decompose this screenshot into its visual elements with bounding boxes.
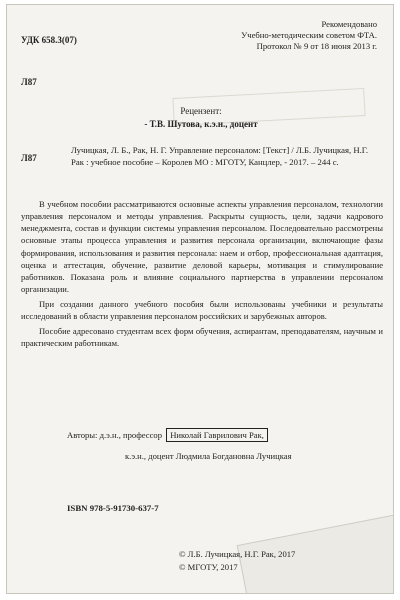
author1-name: Николай Гаврилович Рак, (166, 428, 268, 442)
udk-code: УДК 658.3(07) (21, 35, 77, 45)
authors-line (67, 430, 268, 440)
reviewer-name: - Т.В. Шутова, к.э.н., доцент (144, 119, 258, 129)
copyright-publisher: © МГОТУ, 2017 (179, 562, 238, 572)
recommendation-block (177, 19, 377, 53)
recommendation-line-3: Протокол № 9 от 18 июня 2013 г. (256, 41, 377, 52)
annotation (21, 198, 383, 353)
reviewer-label: Рецензент: (180, 106, 222, 116)
authors-label: Авторы: (67, 430, 98, 440)
title-verso-page (6, 4, 394, 594)
annotation-paragraph-2: При создании данного учебного пособия были использованы учебники и результаты исследований в области управления персоналом российских и зарубежных авторов. (21, 299, 383, 322)
catalog-code: Л87 (21, 153, 37, 163)
recommendation-line-2: Учебно-методическим советом ФТА. (241, 30, 377, 41)
isbn: ISBN 978-5-91730-637-7 (67, 503, 159, 513)
bibliographic-record: Лучицкая, Л. Б., Рак, Н. Г. Управление персоналом: [Текст] / Л.Б. Лучицкая, Н.Г. Рак : учебное пособие – Королев МО : МГОТУ, Канцлер, - 2017. – 244 с. (71, 145, 368, 167)
recommendation-line-1: Рекомендовано (321, 19, 377, 29)
author1-credentials: д.э.н., профессор (99, 430, 163, 440)
annotation-paragraph-3: Пособие адресовано студентам всех форм обучения, аспирантам, преподавателям, научным и практическим работникам. (21, 326, 383, 349)
bbk-code: Л87 (21, 77, 37, 87)
copyright-authors: © Л.Б. Лучицкая, Н.Г. Рак, 2017 (179, 549, 296, 559)
annotation-paragraph-1: В учебном пособии рассматриваются основные аспекты управления персоналом, технологии управления персоналом и методы управления. Раскрыты сущность, цели, задачи кадрового менеджмента, состав и функции системы управления персоналом. Последовательно рассмотрены основные этапы процесса управления и развития персонала организации, включающие фазы формирования, использования и развития персонала: наем и отбор, профессиональная адаптация, оценка и аттестация, обучение, развитие деловой карьеры, мотивация и стимулирование работников. Показана роль и влияние социального партнерства в управлении персоналом организации. (21, 199, 383, 294)
author2-line: к.э.н., доцент Людмила Богдановна Лучицкая (125, 451, 292, 461)
